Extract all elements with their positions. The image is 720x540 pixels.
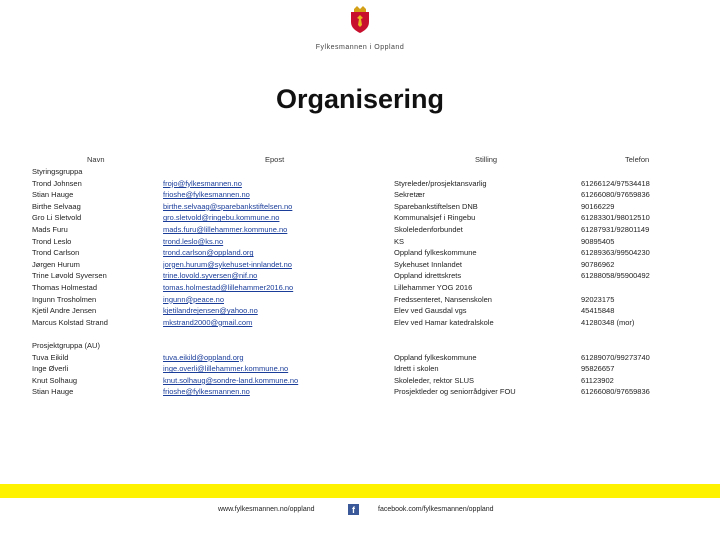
phone-cell: 61289363/99504230 — [581, 248, 650, 258]
group-label: Styringsgruppa — [32, 167, 83, 176]
phone-cell: 90166229 — [581, 201, 615, 211]
phone-cell: 90895405 — [581, 236, 615, 246]
phone-cell: 90786962 — [581, 259, 615, 269]
role-cell: Elev ved Hamar katedralskole — [394, 317, 494, 327]
email-link[interactable]: birthe.selvaag@sparebankstiftelsen.no — [163, 201, 293, 211]
name-cell: Gro Li Sletvold — [32, 213, 82, 223]
name-cell: Knut Solhaug — [32, 375, 78, 385]
name-cell: Inge Øverli — [32, 364, 69, 374]
name-cell: Marcus Kolstad Strand — [32, 317, 108, 327]
role-cell: Prosjektleder og seniorrådgiver FOU — [394, 387, 516, 397]
role-cell: Skoleledenforbundet — [394, 224, 463, 234]
prosjektgruppa-stilling-column — [394, 352, 574, 398]
phone-cell: 92023175 — [581, 294, 615, 304]
role-cell: Sekretær — [394, 190, 425, 200]
role-cell: Sykehuset Innlandet — [394, 259, 462, 269]
email-link[interactable]: mads.furu@lillehammer.kommune.no — [163, 224, 288, 234]
email-link[interactable]: jorgen.hurum@sykehuset-innlandet.no — [163, 259, 292, 269]
role-cell: Kommunalsjef i Ringebu — [394, 213, 476, 223]
phone-cell: 95826657 — [581, 364, 615, 374]
styringsgruppa-stilling-column — [394, 178, 574, 329]
email-link[interactable]: gro.sletvold@ringebu.kommune.no — [163, 213, 280, 223]
phone-cell: 61266124/97534418 — [581, 178, 650, 188]
name-cell: Trond Leslo — [32, 236, 72, 246]
name-cell: Trine Løvold Syversen — [32, 271, 107, 281]
role-cell: Sparebankstiftelsen DNB — [394, 201, 478, 211]
role-cell: Oppland fylkeskommune — [394, 352, 477, 362]
name-cell: Mads Furu — [32, 224, 68, 234]
prosjektgruppa-navn-column — [32, 340, 162, 398]
email-link[interactable]: trine.lovold.syversen@nif.no — [163, 271, 258, 281]
email-link[interactable]: frioshe@fylkesmannen.no — [163, 387, 250, 397]
facebook-link[interactable]: facebook.com/fylkesmannen/oppland — [378, 506, 494, 513]
role-cell: Fredssenteret, Nansenskolen — [394, 294, 492, 304]
role-cell: Oppland idrettskrets — [394, 271, 462, 281]
group-label: Prosjektgruppa (AU) — [32, 341, 100, 350]
name-cell: Birthe Selvaag — [32, 201, 81, 211]
email-link[interactable]: mkstrand2000@gmail.com — [163, 317, 253, 327]
phone-cell: 61287931/92801149 — [581, 224, 650, 234]
styringsgruppa-navn-column — [32, 166, 162, 328]
name-cell: Stian Hauge — [32, 387, 74, 397]
name-cell: Stian Hauge — [32, 190, 74, 200]
email-link[interactable]: knut.solhaug@sondre-land.kommune.no — [163, 375, 299, 385]
phone-cell: 61266080/97659836 — [581, 190, 650, 200]
email-link[interactable]: trond.leslo@ks.no — [163, 236, 224, 246]
prosjektgruppa-telefon-column — [581, 352, 716, 398]
role-cell: Skoleleder, rektor SLUS — [394, 375, 475, 385]
website-link[interactable]: www.fylkesmannen.no/oppland — [218, 506, 315, 513]
col-header-epost: Epost — [265, 155, 285, 164]
prosjektgruppa-epost-column — [163, 352, 388, 398]
email-link[interactable]: ingunn@peace.no — [163, 294, 224, 304]
col-header-telefon: Telefon — [625, 155, 650, 164]
phone-cell: 61123902 — [581, 375, 614, 385]
role-cell: KS — [394, 236, 405, 246]
role-cell: Elev ved Gausdal vgs — [394, 306, 467, 316]
styringsgruppa-epost-column — [163, 178, 388, 329]
phone-cell: 45415848 — [581, 306, 615, 316]
name-cell: Ingunn Trosholmen — [32, 294, 97, 304]
phone-cell: 41280348 (mor) — [581, 317, 635, 327]
name-cell: Trond Carlson — [32, 248, 80, 258]
email-link[interactable]: kjetilandrejensen@yahoo.no — [163, 306, 258, 316]
col-header-navn: Navn — [87, 155, 105, 164]
styringsgruppa-telefon-column — [581, 178, 716, 329]
org-name: Fylkesmannen i Oppland — [315, 44, 405, 51]
role-cell: Oppland fylkeskommune — [394, 248, 477, 258]
name-cell: Jørgen Hurum — [32, 259, 80, 269]
name-cell: Trond Johnsen — [32, 178, 82, 188]
facebook-icon: f — [348, 504, 359, 515]
role-cell: Lillehammer YOG 2016 — [394, 282, 473, 292]
page-title: Organisering — [275, 84, 445, 114]
phone-cell: 61266080/97659836 — [581, 387, 650, 397]
email-link[interactable]: frioshe@fylkesmannen.no — [163, 190, 250, 200]
email-link[interactable]: tuva.eikild@oppland.org — [163, 352, 244, 362]
name-cell: Kjetil Andre Jensen — [32, 306, 97, 316]
coat-of-arms-icon — [349, 6, 371, 34]
col-header-stilling: Stilling — [475, 155, 498, 164]
role-cell: Idrett i skolen — [394, 364, 439, 374]
phone-cell: 61288058/95900492 — [581, 271, 650, 281]
phone-cell: 61283301/98012510 — [581, 213, 650, 223]
email-link[interactable]: inge.overli@lillehammer.kommune.no — [163, 364, 289, 374]
role-cell: Styreleder/prosjektansvarlig — [394, 178, 487, 188]
email-link[interactable]: trond.carlson@oppland.org — [163, 248, 254, 258]
email-link[interactable]: tomas.holmestad@lillehammer2016.no — [163, 282, 294, 292]
name-cell: Thomas Holmestad — [32, 282, 98, 292]
name-cell: Tuva Eikild — [32, 352, 69, 362]
footer-band — [0, 484, 720, 498]
phone-cell: 61289070/99273740 — [581, 352, 650, 362]
email-link[interactable]: frojo@fylkesmannen.no — [163, 178, 242, 188]
phone-cell — [581, 282, 716, 294]
